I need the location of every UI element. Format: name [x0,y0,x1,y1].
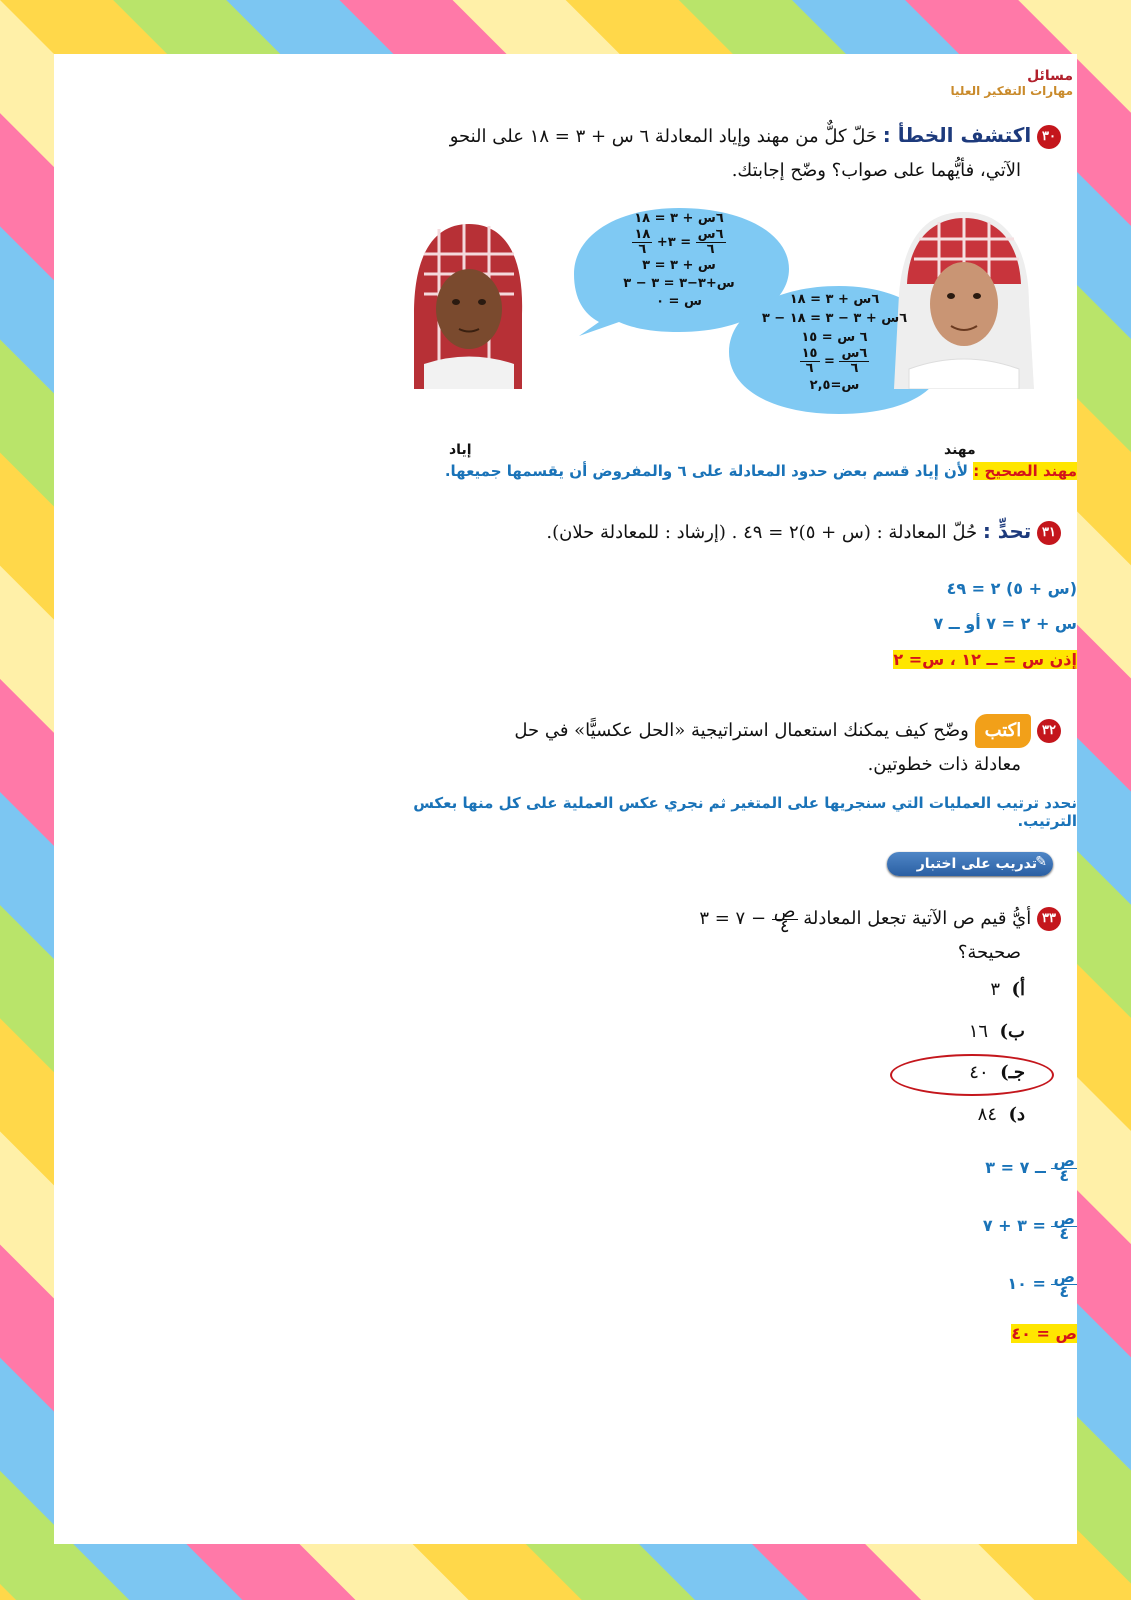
mohannad-label: مهند [944,442,976,458]
question-text-b: − ٧ = ٣ [699,908,767,929]
question-number: ٣٠ [1037,125,1061,149]
section-title: مسائل [1027,68,1073,84]
question-32 [401,714,1061,782]
question-title: تحدٍّ : [982,519,1032,543]
q33-step-1: $\frac{\text{ص}}{٤}$ ــ ٧ = ٣ [985,1151,1075,1185]
write-badge: اكتب [975,714,1032,748]
question-text: حُلّ المعادلة : (س + ٥)٢ = ٤٩ . (إرشاد : للمعادلة حلان). [546,522,978,543]
mohannad-frac-left: $\frac{\text{٦س}}{٦}$ [841,346,868,376]
mohannad-line-2: ٦س + ٣ − ٣ = ١٨ − ٣ [761,311,908,326]
question-text-line1: حَلّ كلٌّ من مهند وإياد المعادلة ٦ س + ٣ = ١٨ على النحو [449,126,878,147]
mohannad-solution [752,290,917,395]
mohannad-line-1: ٦س + ٣ = ١٨ [789,292,880,307]
question-fraction: $\frac{\text{ص}}{٤}$ [773,900,796,937]
question-33 [461,902,1061,970]
eyad-line-5: س = ٠ [656,294,702,309]
question-number: ٣١ [1037,521,1061,545]
choice-b: ب) ١٦ [968,1021,1025,1042]
question-text-line2: صحيحة؟ [957,942,1021,963]
question-title: اكتشف الخطأ : [882,123,1032,147]
eyad-photo [394,214,534,389]
choice-d: د) ٨٤ [977,1104,1025,1125]
q30-answer [397,462,1077,480]
q33-step-2: $\frac{\text{ص}}{٤}$ = ٣ + ٧ [982,1209,1075,1243]
question-text-line1: وضّح كيف يمكنك استعمال استراتيجية «الحل عكسيًّا» في حل [514,720,969,741]
eyad-line-4: س+٣−٣ = ٣ − ٣ [623,276,735,291]
mohannad-line-4: $\frac{\text{٦س}}{٦}$ = $\frac{١٥}{٦}$ [801,346,868,376]
q31-step-2: س + ٢ = ٧ أو ــ ٧ [933,614,1077,633]
worksheet-page [54,54,1077,1544]
section-header [951,68,1073,98]
eyad-line-1: ٦س + ٣ = ١٨ [634,211,724,226]
q31-final: إذن س = ــ ١٢ ، س= ٢ [893,650,1077,669]
question-text-line2: معادلة ذات خطوتين. [867,754,1021,775]
q33-final: ص = ٤٠ [1011,1324,1077,1343]
question-text-line2: الآتي، فأيُّهما على صواب؟ وضّح إجابتك. [731,160,1021,181]
choice-a: أ) ٣ [990,979,1025,1000]
eyad-line-3: س + ٣ = ٣ [642,258,716,273]
mohannad-frac-right: $\frac{١٥}{٦}$ [801,346,818,376]
eyad-frac-left: $\frac{\text{٦س}}{٦}$ [697,227,724,257]
choice-c: جـ) ٤٠ [969,1062,1025,1083]
test-practice-label: تدريب على اختبار [916,856,1037,872]
pencil-icon: ✎ [1035,854,1047,870]
question-number: ٣٢ [1037,719,1061,743]
q30-illustration [394,204,1044,474]
question-30 [401,118,1061,188]
correct-answer-circle [890,1054,1054,1096]
eyad-line-2: $\frac{\text{٦س}}{٦}$ = ٣+ $\frac{١٨}{٦}$ [634,227,724,257]
eyad-frac-right: $\frac{١٨}{٦}$ [634,227,651,257]
question-31 [441,514,1061,550]
question-text-a: أيُّ قيم ص الآتية تجعل المعادلة [803,908,1032,929]
section-subtitle: مهارات التفكير العليا [950,84,1073,98]
q30-answer-text: لأن إياد قسم بعض حدود المعادلة على ٦ والمفروض أن يقسمها جميعها. [444,462,969,480]
q30-answer-label: مهند الصحيح : [973,462,1077,480]
eyad-solution [604,210,754,311]
mohannad-line-3: ٦ س = ١٥ [801,330,868,345]
eyad-label: إياد [449,442,472,458]
mohannad-line-5: س=٢,٥ [809,378,860,393]
test-practice-badge [887,852,1053,876]
q33-step-3: $\frac{\text{ص}}{٤}$ = ١٠ [1007,1267,1075,1301]
q32-answer: نحدد ترتيب العمليات التي سنجريها على المتغير ثم نجري عكس العملية على كل منها بعكس الترتيب. [413,794,1077,830]
q31-step-1: (س + ٥) ٢ = ٤٩ [946,579,1077,598]
question-number: ٣٣ [1037,907,1061,931]
